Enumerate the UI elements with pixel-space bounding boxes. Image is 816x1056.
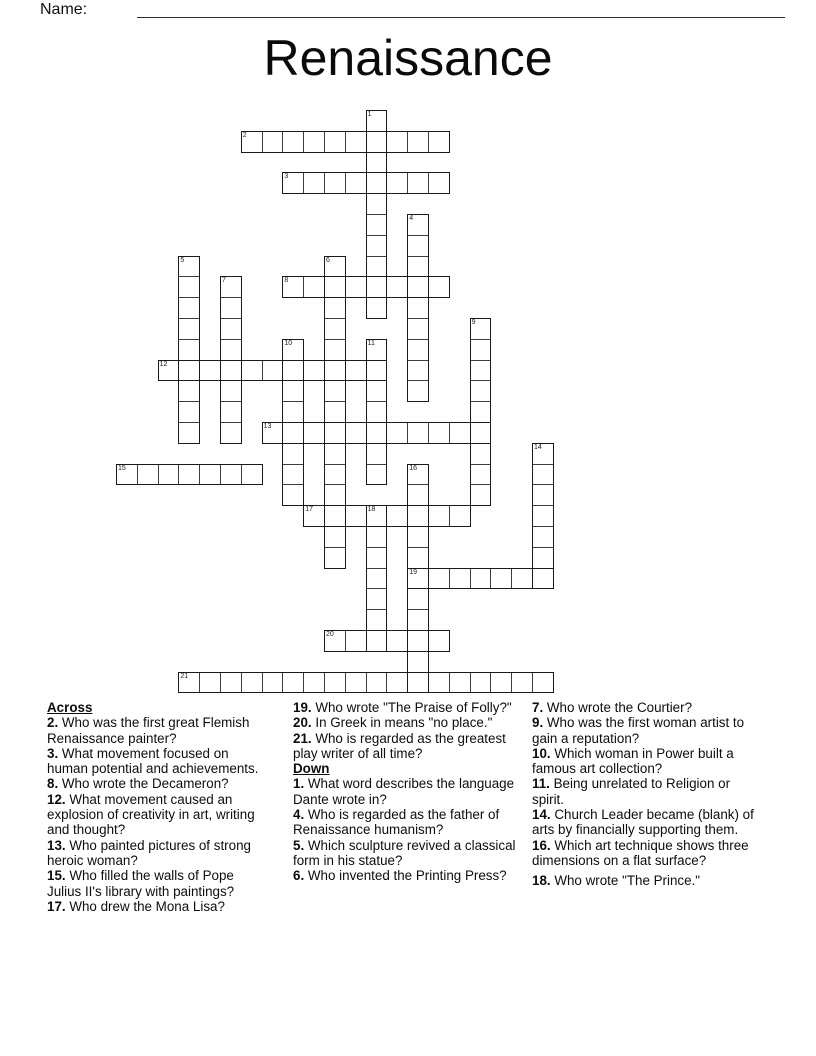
grid-cell[interactable] (324, 276, 346, 298)
grid-cell[interactable] (366, 568, 388, 590)
grid-cell[interactable] (470, 443, 492, 465)
page-title: Renaissance (263, 30, 553, 86)
grid-cell[interactable] (366, 464, 388, 486)
grid-cell[interactable] (366, 131, 388, 153)
grid-cell[interactable] (220, 380, 242, 402)
grid-cell[interactable] (241, 131, 263, 153)
cell-number: 6 (326, 256, 330, 264)
grid-cell[interactable] (366, 339, 388, 361)
grid-cell[interactable] (345, 505, 367, 527)
grid-cell[interactable] (407, 339, 429, 361)
grid-cell[interactable] (282, 131, 304, 153)
grid-cell[interactable] (178, 276, 200, 298)
grid-cell[interactable] (386, 630, 408, 652)
grid-cell[interactable] (428, 131, 450, 153)
grid-cell[interactable] (407, 588, 429, 610)
grid-cell[interactable] (324, 318, 346, 340)
grid-cell[interactable] (324, 505, 346, 527)
grid-cell[interactable] (407, 297, 429, 319)
grid-cell[interactable] (220, 401, 242, 423)
grid-cell[interactable] (407, 422, 429, 444)
grid-cell[interactable] (407, 505, 429, 527)
grid-cell[interactable] (282, 276, 304, 298)
grid-cell[interactable] (470, 672, 492, 694)
grid-cell[interactable] (262, 360, 284, 382)
grid-cell[interactable] (407, 651, 429, 673)
grid-cell[interactable] (407, 256, 429, 278)
clue-column-down (532, 700, 760, 889)
grid-cell[interactable] (407, 484, 429, 506)
grid-cell[interactable] (532, 672, 554, 694)
grid-cell[interactable] (324, 339, 346, 361)
clue-number: 13. (47, 837, 66, 853)
grid-cell[interactable] (490, 568, 512, 590)
grid-cell[interactable] (470, 484, 492, 506)
grid-cell[interactable] (345, 172, 367, 194)
grid-cell[interactable] (366, 172, 388, 194)
grid-cell[interactable] (470, 318, 492, 340)
cell-number: 8 (284, 277, 289, 285)
grid-cell[interactable] (220, 464, 242, 486)
grid-cell[interactable] (199, 360, 221, 382)
crossword-grid (116, 110, 553, 694)
grid-cell[interactable] (386, 131, 408, 153)
grid-cell[interactable] (116, 464, 138, 486)
grid-cell[interactable] (324, 547, 346, 569)
grid-cell[interactable] (262, 131, 284, 153)
grid-cell[interactable] (407, 630, 429, 652)
grid-cell[interactable] (303, 672, 325, 694)
grid-cell[interactable] (428, 672, 450, 694)
grid-cell[interactable] (324, 256, 346, 278)
clue-1: 1. What word describes the language Dante wrote in? (293, 776, 515, 807)
grid-cell[interactable] (262, 422, 284, 444)
grid-cell[interactable] (470, 464, 492, 486)
grid-cell[interactable] (407, 547, 429, 569)
grid-cell[interactable] (303, 172, 325, 194)
clue-column-middle (293, 700, 521, 884)
grid-cell[interactable] (366, 380, 388, 402)
clue-number: 11. (532, 776, 550, 792)
grid-cell[interactable] (470, 568, 492, 590)
grid-cell[interactable] (532, 505, 554, 527)
cell-number: 19 (409, 568, 417, 576)
clue-number: 6. (293, 868, 305, 884)
clue-7: 7. Who wrote the Courtier? (532, 700, 693, 715)
grid-cell[interactable] (324, 672, 346, 694)
grid-cell[interactable] (178, 672, 200, 694)
grid-cell[interactable] (324, 172, 346, 194)
clue-10: 10. Which woman in Power built a famous art collection? (532, 745, 734, 777)
cell-number: 13 (263, 423, 272, 430)
clue-17: 17. Who drew the Mona Lisa? (47, 898, 225, 914)
grid-cell[interactable] (366, 276, 388, 298)
clue-3: 3. What movement focused on human potential and achievements. (47, 745, 259, 777)
cell-number: 2 (242, 131, 247, 139)
clue-number: 1. (293, 776, 305, 792)
grid-cell[interactable] (407, 318, 429, 340)
grid-cell[interactable] (262, 672, 284, 694)
grid-cell[interactable] (407, 360, 429, 382)
grid-cell[interactable] (345, 276, 367, 298)
grid-cell[interactable] (428, 276, 450, 298)
clue-19: 19. Who wrote "The Praise of Folly?" (293, 700, 512, 715)
clue-16: 16. Which art technique shows three dimensions on a flat surface? (532, 837, 749, 868)
grid-cell[interactable] (324, 297, 346, 319)
grid-cell[interactable] (241, 360, 263, 382)
cell-number: 18 (367, 506, 376, 514)
grid-cell[interactable] (532, 443, 554, 465)
grid-cell[interactable] (366, 256, 388, 278)
grid-cell[interactable] (178, 318, 200, 340)
clue-number: 21. (293, 730, 312, 746)
grid-cell[interactable] (366, 297, 388, 319)
cell-number: 7 (222, 277, 226, 285)
clue-column-across (47, 700, 271, 914)
grid-cell[interactable] (158, 360, 180, 382)
grid-cell[interactable] (386, 505, 408, 527)
clue-9: 9. Who was the first woman artist to gain a reputation? (532, 715, 745, 746)
clue-number: 15. (47, 868, 66, 884)
grid-cell[interactable] (178, 464, 200, 486)
clue-15: 15. Who filled the walls of Pope Julius II's library with paintings? (47, 868, 235, 899)
clue-number: 20. (293, 715, 312, 731)
grid-cell[interactable] (470, 360, 492, 382)
clue-11: 11. Being unrelated to Religion or spirit. (532, 776, 731, 807)
grid-cell[interactable] (449, 672, 471, 694)
grid-cell[interactable] (366, 609, 388, 631)
grid-cell[interactable] (324, 526, 346, 548)
grid-cell[interactable] (282, 422, 304, 444)
grid-cell[interactable] (324, 131, 346, 153)
grid-cell[interactable] (178, 401, 200, 423)
grid-cell[interactable] (303, 360, 325, 382)
clue-number: 7. (532, 700, 544, 715)
clue-number: 16. (532, 837, 551, 853)
grid-cell[interactable] (366, 526, 388, 548)
cell-number: 4 (409, 215, 414, 222)
grid-cell[interactable] (532, 526, 554, 548)
grid-cell[interactable] (178, 360, 200, 382)
grid-cell[interactable] (428, 568, 450, 590)
cell-number: 5 (180, 256, 185, 264)
grid-cell[interactable] (199, 464, 221, 486)
clue-number: 14. (532, 807, 551, 823)
grid-cell[interactable] (366, 235, 388, 257)
grid-cell[interactable] (220, 422, 242, 444)
cell-number: 3 (284, 173, 289, 181)
grid-cell[interactable] (199, 672, 221, 694)
clue-8: 8. Who wrote the Decameron? (47, 776, 229, 792)
cell-number: 20 (326, 631, 334, 638)
grid-cell[interactable] (366, 630, 388, 652)
grid-cell[interactable] (324, 464, 346, 486)
grid-cell[interactable] (345, 630, 367, 652)
clue-number: 3. (47, 745, 59, 761)
clue-number: 12. (47, 791, 66, 807)
cell-number: 12 (159, 360, 168, 368)
grid-cell[interactable] (220, 360, 242, 382)
cell-number: 10 (284, 339, 293, 347)
grid-cell[interactable] (345, 131, 367, 153)
clue-number: 5. (293, 837, 305, 853)
clue-number: 4. (293, 807, 305, 823)
grid-cell[interactable] (470, 339, 492, 361)
grid-cell[interactable] (366, 214, 388, 236)
grid-cell[interactable] (178, 380, 200, 402)
grid-cell[interactable] (220, 276, 242, 298)
grid-cell[interactable] (407, 276, 429, 298)
grid-cell[interactable] (324, 443, 346, 465)
grid-cell[interactable] (303, 422, 325, 444)
grid-cell[interactable] (407, 464, 429, 486)
clue-18: 18. Who wrote "The Prince." (532, 873, 701, 889)
clue-6: 6. Who invented the Printing Press? (293, 868, 507, 884)
grid-cell[interactable] (324, 484, 346, 506)
grid-cell[interactable] (137, 464, 159, 486)
grid-cell[interactable] (407, 526, 429, 548)
grid-cell[interactable] (366, 443, 388, 465)
grid-cell[interactable] (178, 339, 200, 361)
grid-cell[interactable] (511, 672, 533, 694)
grid-cell[interactable] (449, 422, 471, 444)
clue-number: 10. (532, 745, 551, 761)
name-label: Name: (40, 1, 88, 18)
grid-cell[interactable] (241, 464, 263, 486)
clue-4: 4. Who is regarded as the father of Renaissance humanism? (293, 807, 500, 838)
clue-number: 18. (532, 873, 551, 889)
grid-cell[interactable] (366, 360, 388, 382)
grid-cell[interactable] (324, 422, 346, 444)
grid-cell[interactable] (407, 609, 429, 631)
grid-cell[interactable] (366, 505, 388, 527)
clue-21: 21. Who is regarded as the greatest play writer of all time? (293, 730, 506, 761)
grid-cell[interactable] (532, 547, 554, 569)
grid-cell[interactable] (511, 568, 533, 590)
cell-number: 1 (367, 111, 372, 118)
cell-number: 21 (180, 672, 189, 680)
grid-cell[interactable] (282, 484, 304, 506)
grid-cell[interactable] (490, 672, 512, 694)
grid-cell[interactable] (303, 276, 325, 298)
grid-cell[interactable] (407, 235, 429, 257)
grid-cell[interactable] (532, 464, 554, 486)
cell-number: 16 (409, 464, 417, 472)
grid-cell[interactable] (178, 297, 200, 319)
grid-cell[interactable] (407, 568, 429, 590)
grid-cell[interactable] (220, 339, 242, 361)
grid-cell[interactable] (470, 401, 492, 423)
grid-cell[interactable] (282, 339, 304, 361)
cell-number: 14 (534, 443, 542, 451)
cell-number: 17 (305, 506, 313, 514)
grid-cell[interactable] (324, 630, 346, 652)
grid-cell[interactable] (303, 131, 325, 153)
grid-cell[interactable] (282, 172, 304, 194)
grid-cell[interactable] (220, 297, 242, 319)
grid-cell[interactable] (282, 360, 304, 382)
grid-cell[interactable] (386, 276, 408, 298)
grid-cell[interactable] (282, 443, 304, 465)
grid-cell[interactable] (366, 672, 388, 694)
grid-cell[interactable] (282, 464, 304, 486)
grid-cell[interactable] (366, 547, 388, 569)
grid-cell[interactable] (532, 484, 554, 506)
clue-number: 17. (47, 898, 66, 914)
grid-cell[interactable] (366, 193, 388, 215)
grid-cell[interactable] (449, 505, 471, 527)
grid-cell[interactable] (345, 672, 367, 694)
clues-header-down: Down (293, 761, 330, 777)
grid-cell[interactable] (178, 422, 200, 444)
grid-cell[interactable] (282, 380, 304, 402)
grid-cell[interactable] (366, 422, 388, 444)
grid-cell[interactable] (324, 401, 346, 423)
grid-cell[interactable] (220, 672, 242, 694)
grid-cell[interactable] (386, 172, 408, 194)
grid-cell[interactable] (366, 110, 388, 132)
grid-cell[interactable] (532, 568, 554, 590)
clue-5: 5. Which sculpture revived a classical form in his statue? (293, 837, 516, 868)
grid-cell[interactable] (178, 256, 200, 278)
grid-cell[interactable] (324, 380, 346, 402)
grid-cell[interactable] (428, 422, 450, 444)
cell-number: 9 (471, 319, 476, 326)
grid-cell[interactable] (303, 505, 325, 527)
grid-cell[interactable] (470, 422, 492, 444)
clue-14: 14. Church Leader became (blank) of arts by financially supporting them. (532, 807, 754, 838)
grid-cell[interactable] (428, 505, 450, 527)
clue-number: 9. (532, 715, 544, 731)
grid-cell[interactable] (407, 380, 429, 402)
grid-cell[interactable] (282, 672, 304, 694)
grid-cell[interactable] (158, 464, 180, 486)
grid-cell[interactable] (470, 380, 492, 402)
grid-cell[interactable] (324, 360, 346, 382)
name-blank-line[interactable] (137, 17, 785, 18)
cell-number: 15 (118, 464, 126, 472)
clue-number: 2. (47, 715, 59, 731)
clue-12: 12. What movement caused an explosion of creativity in art, writing and thought? (47, 791, 255, 838)
clue-13: 13. Who painted pictures of strong heroic woman? (47, 837, 251, 868)
clue-20: 20. In Greek in means "no place." (293, 715, 493, 731)
grid-cell[interactable] (366, 588, 388, 610)
grid-cell[interactable] (241, 672, 263, 694)
grid-cell[interactable] (407, 214, 429, 236)
grid-cell[interactable] (345, 422, 367, 444)
clue-number: 8. (47, 776, 59, 792)
grid-cell[interactable] (386, 422, 408, 444)
grid-cell[interactable] (407, 131, 429, 153)
grid-cell[interactable] (407, 672, 429, 694)
grid-cell[interactable] (220, 318, 242, 340)
grid-cell[interactable] (428, 172, 450, 194)
grid-cell[interactable] (386, 672, 408, 694)
grid-cell[interactable] (282, 401, 304, 423)
cell-number: 11 (367, 339, 375, 347)
grid-cell[interactable] (366, 152, 388, 174)
grid-cell[interactable] (345, 360, 367, 382)
grid-cell[interactable] (366, 401, 388, 423)
grid-cell[interactable] (428, 630, 450, 652)
clues-header-across: Across (47, 700, 93, 715)
clue-number: 19. (293, 700, 312, 715)
clue-2: 2. Who was the first great Flemish Renaissance painter? (47, 715, 250, 746)
grid-cell[interactable] (449, 568, 471, 590)
grid-cell[interactable] (407, 172, 429, 194)
